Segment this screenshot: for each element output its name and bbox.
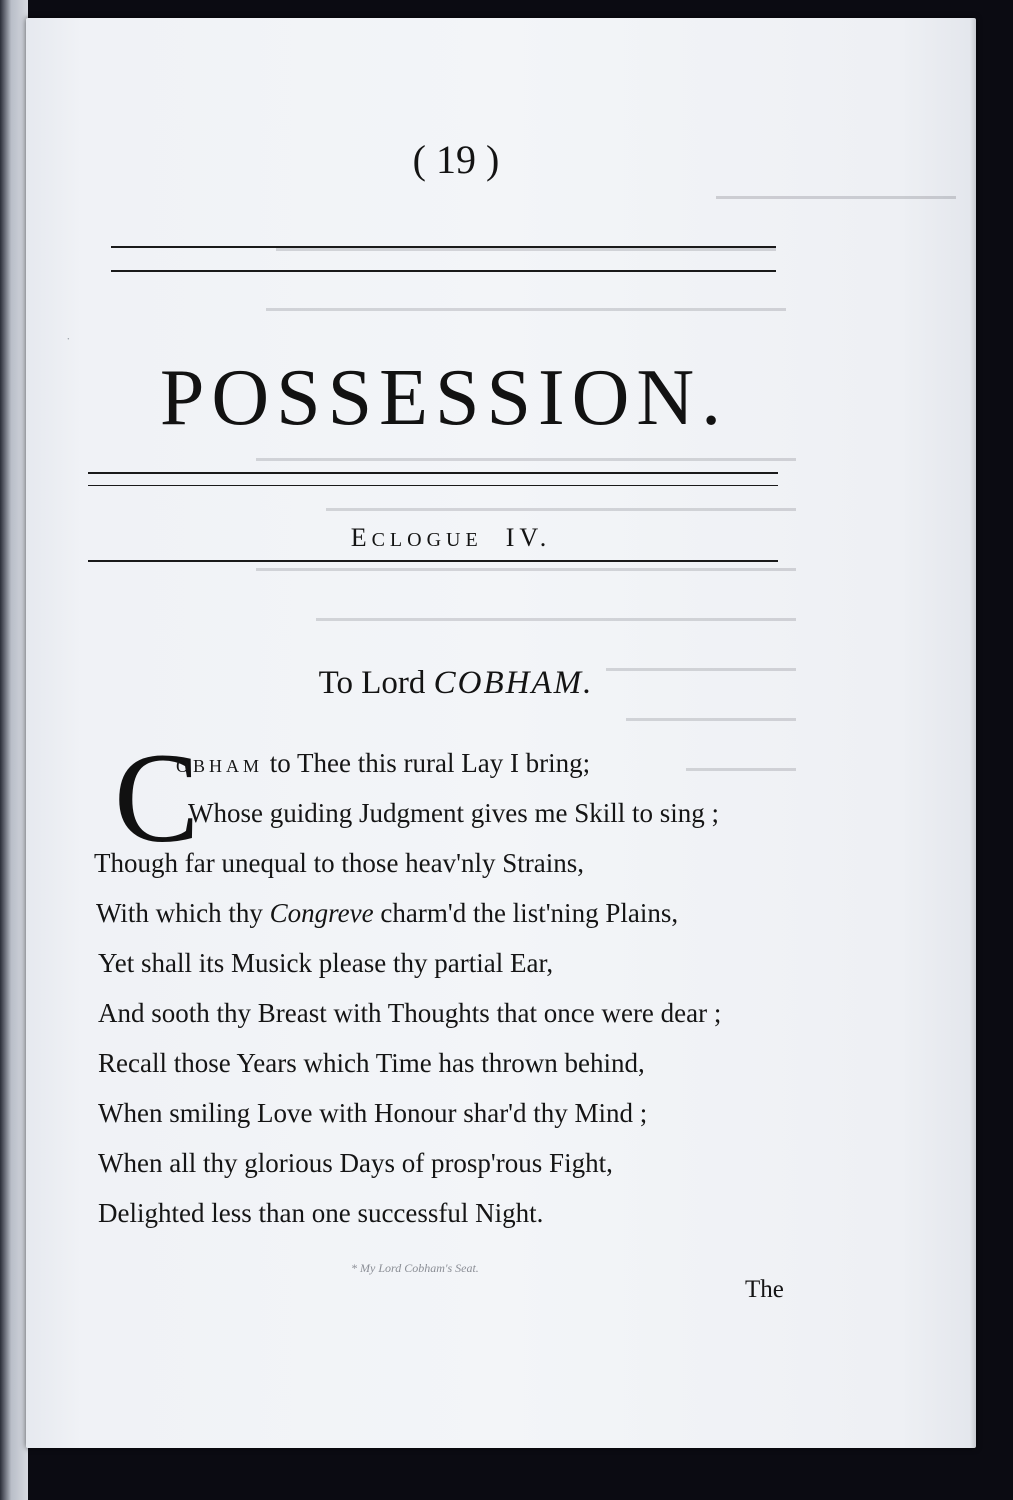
show-through-text [276, 238, 776, 267]
poem-line-1-text: to Thee this rural Lay I bring; [263, 748, 591, 778]
show-through-text [266, 298, 786, 327]
page-number: ( 19 ) [412, 137, 500, 182]
top-rule-lower [111, 270, 776, 272]
poem-line-8: When smiling Love with Honour shar'd thy Mind ; [98, 1098, 648, 1128]
poem-line-1 [176, 748, 590, 779]
show-through-line [686, 758, 796, 782]
poem-line-6: And sooth thy Breast with Thoughts that once were dear ; [98, 998, 722, 1028]
show-through-text [626, 708, 796, 737]
eclogue-heading [226, 523, 676, 553]
top-rule-upper [111, 246, 776, 248]
poem-line-10: Delighted less than one successful Night. [98, 1198, 544, 1228]
poem-line-2: Whose guiding Judgment gives me Skill to sing ; [188, 798, 719, 828]
catchword: The [745, 1276, 784, 1303]
poem-line-4-before: With which thy [96, 898, 270, 928]
show-through-line [276, 238, 776, 262]
footnote: * My Lord Cobham's Seat. [351, 1261, 479, 1275]
show-through-text [686, 758, 796, 787]
eclogue-initial: E [350, 523, 372, 552]
drop-cap: C [114, 727, 200, 869]
heading-rule-lower [88, 560, 778, 562]
show-through-line [266, 298, 786, 322]
show-through-text [256, 558, 796, 587]
poem-line-4-after: charm'd the list'ning Plains, [373, 898, 679, 928]
show-through-line [716, 186, 956, 210]
poem-title: POSSESSION. [159, 354, 729, 442]
poem-line-1-smallcaps: OBHAM [176, 756, 264, 776]
dedication-heading [176, 665, 736, 702]
eclogue-word: CLOGUE [371, 529, 483, 551]
dedication-name: COBHAM. [433, 665, 594, 701]
margin-mark: ˙ [66, 336, 71, 351]
poem-line-4 [96, 898, 678, 929]
show-through-line [316, 608, 796, 632]
show-through-text [316, 608, 796, 637]
show-through-text [716, 186, 956, 215]
poem-line-9: When all thy glorious Days of prosp'rous Fight, [98, 1148, 613, 1178]
eclogue-numeral: IV. [505, 523, 552, 552]
book-page [26, 18, 976, 1448]
heading-rule-thin [88, 485, 778, 486]
poem-line-5: Yet shall its Musick please thy partial Ear, [98, 948, 554, 978]
heading-rule-upper [88, 472, 778, 474]
facing-page-edge [0, 0, 28, 1500]
show-through-line [326, 498, 796, 522]
poem-line-7: Recall those Years which Time has thrown behind, [98, 1048, 645, 1078]
show-through-line [626, 708, 796, 732]
poem-line-3: Though far unequal to those heav'nly Strains, [94, 848, 585, 878]
dedication-prefix: To Lord [318, 665, 426, 701]
show-through-line [256, 448, 796, 472]
poem-line-4-italic: Congreve [269, 898, 374, 928]
